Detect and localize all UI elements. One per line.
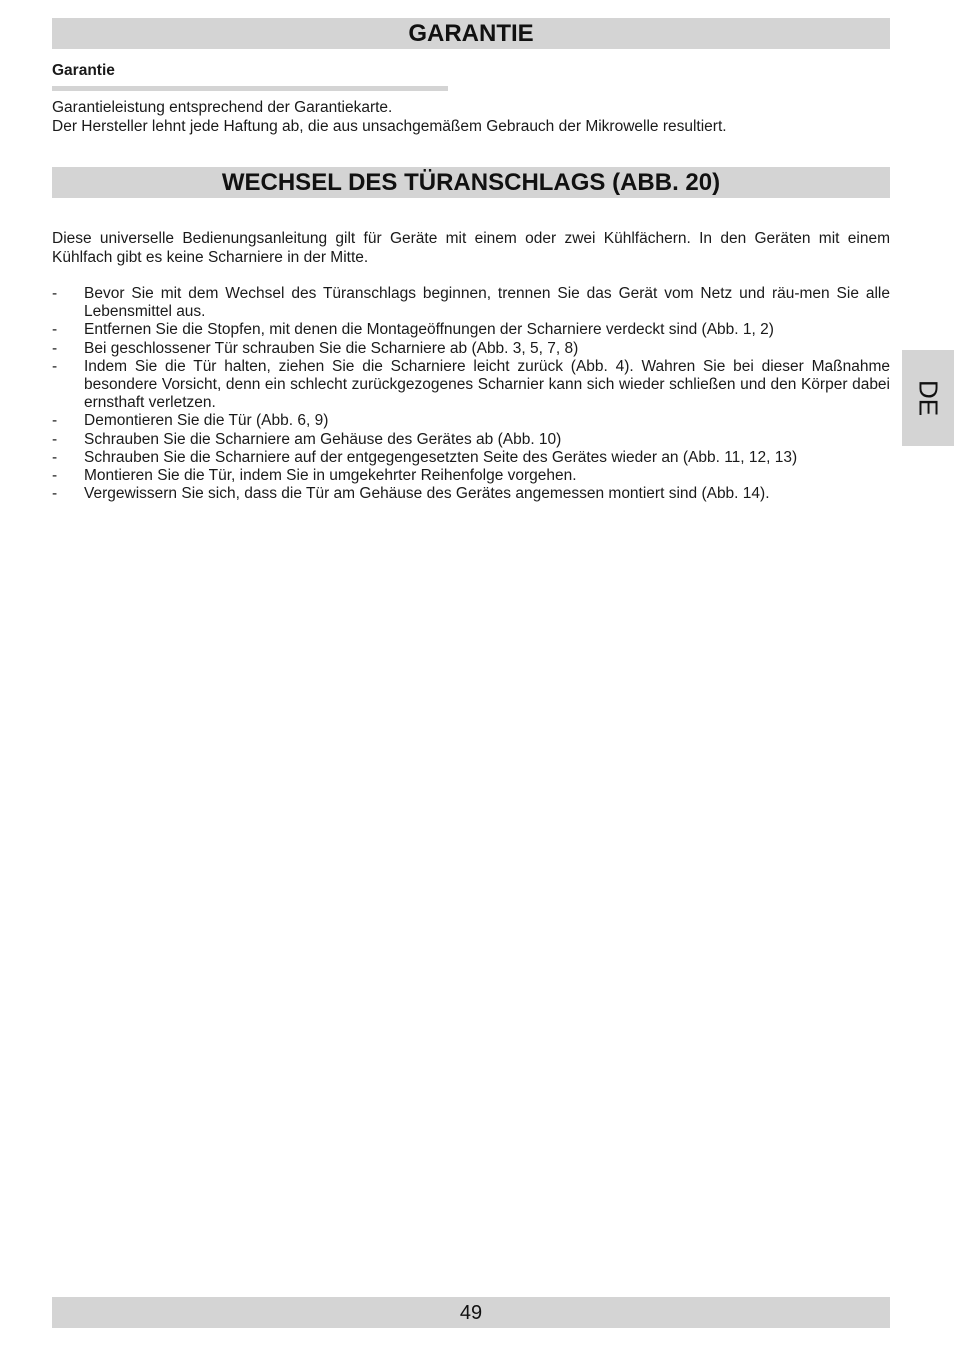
garantie-line-2: Der Hersteller lehnt jede Haftung ab, die aus unsachgemäßem Gebrauch der Mikrowelle resultiert. [52, 117, 727, 135]
step-text: Indem Sie die Tür halten, ziehen Sie die Scharniere leicht zurück (Abb. 4). Wahren Sie bei dieser Maßnahme besondere Vorsicht, denn ein schlecht zurückgezogenes Scharnier kann sich wieder schließen und den Körper dabei ernsthaft verletzen. [84, 357, 890, 412]
language-tab [902, 350, 954, 446]
step-text: Vergewissern Sie sich, dass die Tür am Gehäuse des Gerätes angemessen montiert sind (Abb. 14). [84, 485, 770, 503]
step-item [52, 449, 890, 467]
language-tab-label: DE [913, 379, 944, 417]
step-item [52, 321, 890, 339]
step-bullet: - [52, 357, 58, 375]
garantie-section-title: GARANTIE [52, 18, 890, 49]
step-item [52, 285, 890, 321]
step-text: Bei geschlossener Tür schrauben Sie die Scharniere ab (Abb. 3, 5, 7, 8) [84, 339, 579, 357]
step-text: Schrauben Sie die Scharniere auf der entgegengesetzten Seite des Gerätes wieder an (Abb. 11, 12, 13) [84, 448, 798, 466]
door-reversal-section-title: WECHSEL DES TÜRANSCHLAGS (ABB. 20) [52, 167, 890, 198]
garantie-subheading: Garantie [52, 62, 115, 79]
step-item [52, 412, 890, 430]
step-text: Bevor Sie mit dem Wechsel des Türanschlags beginnen, trennen Sie das Gerät vom Netz und räu-men Sie alle Lebensmittel aus. [84, 285, 890, 321]
step-text: Entfernen Sie die Stopfen, mit denen die Montageöffnungen der Scharniere verdeckt sind (Abb. 1, 2) [84, 321, 774, 339]
step-bullet: - [52, 321, 58, 339]
garantie-line-1: Garantieleistung entsprechend der Garantiekarte. [52, 99, 393, 116]
step-bullet: - [52, 412, 58, 430]
subheading-divider [52, 86, 448, 91]
step-bullet: - [52, 285, 58, 302]
step-text: Schrauben Sie die Scharniere am Gehäuse des Gerätes ab (Abb. 10) [84, 430, 562, 448]
step-bullet: - [52, 485, 58, 503]
door-reversal-intro: Diese universelle Bedienungsanleitung gilt für Geräte mit einem oder zwei Kühlfächern. In den Geräten mit einem Kühlfach gibt es keine Scharniere in der Mitte. [52, 230, 890, 266]
step-bullet: - [52, 467, 58, 485]
step-item [52, 340, 890, 358]
step-bullet: - [52, 430, 58, 448]
step-item [52, 431, 890, 449]
step-item [52, 485, 890, 503]
step-bullet: - [52, 448, 58, 466]
step-item [52, 358, 890, 413]
garantie-text [52, 99, 890, 136]
step-text: Montieren Sie die Tür, indem Sie in umgekehrter Reihenfolge vorgehen. [84, 467, 577, 485]
step-bullet: - [52, 339, 58, 357]
door-reversal-steps [52, 285, 890, 503]
step-text: Demontieren Sie die Tür (Abb. 6, 9) [84, 412, 329, 430]
page-number: 49 [52, 1297, 890, 1328]
step-item [52, 467, 890, 485]
